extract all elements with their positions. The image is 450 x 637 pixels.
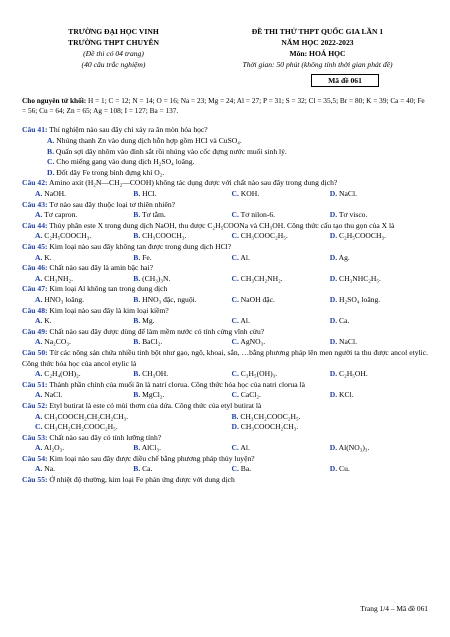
answer-option-a [35, 295, 133, 306]
school-block [26, 26, 201, 87]
option-letter: C. [231, 231, 239, 241]
answer-option-c [232, 443, 330, 454]
option-letter: B. [133, 337, 141, 347]
answer-options [22, 316, 428, 327]
answer-option-c [47, 157, 428, 168]
answer-option-d [330, 316, 428, 327]
answer-option-c [232, 253, 330, 264]
answer-options [22, 464, 428, 475]
option-letter: C. [231, 294, 239, 304]
question-text: Kim loại nào sau đây là kim loại kiềm? [47, 305, 169, 315]
answer-option-c [232, 390, 330, 401]
question-text: Thủy phân este X trong dung dịch NaOH, thu được C₂H₅COONa và CH₃OH. Công thức cấu tạo thu gọn của X là [47, 220, 395, 230]
answer-option-a [35, 443, 133, 454]
answer-row [22, 412, 428, 423]
question-text: Chất nào sau đây được dùng để làm mềm nước có tính cứng vĩnh cửu? [47, 326, 265, 336]
answer-option-a [35, 464, 133, 475]
option-text: Al. [238, 252, 250, 262]
option-text: Na. [42, 464, 56, 474]
option-letter: D. [47, 167, 55, 177]
answer-option-a [35, 369, 133, 380]
question-6 [22, 263, 428, 274]
option-letter: B. [133, 273, 141, 283]
option-text: Al. [238, 443, 250, 453]
answer-option-b [133, 274, 231, 285]
question-count-note: (40 câu trắc nghiệm) [81, 60, 146, 69]
option-letter: B. [133, 369, 141, 379]
answer-option-a [35, 189, 133, 200]
question-13 [22, 433, 428, 444]
option-text: C₃H₅(OH)₃. [238, 369, 278, 379]
option-text: NaOH. [42, 189, 67, 199]
question-list [22, 125, 428, 485]
option-text: Fe. [140, 252, 152, 262]
question-15 [22, 475, 428, 486]
option-text: Tơ visco. [337, 210, 368, 220]
question-number: Câu 46: [22, 263, 48, 273]
answer-row [22, 422, 428, 433]
answer-option-c [232, 274, 330, 285]
answer-option-c [232, 464, 330, 475]
answer-option-c [232, 231, 330, 242]
question-9 [22, 327, 428, 338]
answer-option-b [47, 147, 428, 158]
page-count-note: (Đề thi có 04 trang) [83, 49, 144, 58]
answer-option-b [133, 295, 231, 306]
option-text: CH₃COOCH₃. [140, 231, 187, 241]
question-text: Kim loại nào sau đây không tan được trong dung dịch HCl? [47, 242, 232, 252]
answer-option-b [133, 390, 231, 401]
option-text: CH₃COOC₂H₅. [238, 231, 288, 241]
answer-option-b [133, 231, 231, 242]
answer-option-a [35, 253, 133, 264]
answer-option-b [232, 412, 429, 423]
answer-option-d [330, 464, 428, 475]
question-text: Chất nào sau đây có tính lưỡng tính? [47, 432, 162, 442]
option-letter: D. [329, 189, 338, 199]
question-text: Thành phần chính của muối ăn là natri clorua. Công thức hóa học của natri clorua là [47, 379, 305, 389]
option-text: NaCl. [42, 390, 63, 400]
option-letter: B. [133, 294, 141, 304]
option-letter: B. [133, 464, 141, 474]
question-number: Câu 49: [22, 326, 48, 336]
answer-option-d [232, 422, 429, 433]
option-letter: C. [47, 157, 55, 167]
answer-option-c [232, 189, 330, 200]
option-text: AgNO₃. [238, 337, 266, 347]
option-letter: A. [35, 464, 43, 474]
option-text: CH₃CH₂COOC₂H₅. [238, 411, 301, 421]
question-number: Câu 47: [22, 284, 48, 294]
question-3 [22, 200, 428, 211]
option-text: Al. [238, 316, 250, 326]
question-2 [22, 178, 428, 189]
answer-option-b [133, 253, 231, 264]
answer-options [22, 443, 428, 454]
option-text: CH₃COOCH₂CH₂CH₂CH₃. [42, 411, 129, 421]
option-letter: D. [231, 422, 239, 432]
answer-option-c [232, 316, 330, 327]
page-footer: Trang 1/4 – Mã đề 061 [360, 604, 428, 613]
option-letter: D. [329, 443, 338, 453]
option-letter: A. [35, 369, 43, 379]
option-letter: D. [329, 273, 338, 283]
option-letter: C. [231, 390, 239, 400]
option-letter: D. [329, 464, 338, 474]
answer-option-d [330, 189, 428, 200]
question-number: Câu 41: [22, 125, 48, 135]
question-12 [22, 401, 428, 412]
question-11 [22, 380, 428, 391]
question-number: Câu 54: [22, 453, 48, 463]
option-letter: B. [231, 411, 239, 421]
option-text: (CH₃)₃N. [140, 273, 171, 283]
answer-option-d [330, 443, 428, 454]
option-letter: A. [35, 231, 43, 241]
option-text: KOH. [238, 189, 260, 199]
answer-option-c [232, 210, 330, 221]
option-text: NaOH đặc. [238, 294, 275, 304]
option-text: H₂SO₄ loãng. [337, 294, 381, 304]
option-letter: C. [231, 273, 239, 283]
answer-option-d [330, 274, 428, 285]
answer-option-b [133, 464, 231, 475]
answer-option-c [35, 422, 232, 433]
option-letter: D. [329, 231, 338, 241]
answer-option-c [232, 295, 330, 306]
question-number: Câu 43: [22, 199, 48, 209]
option-text: CH₃CH₂NH₂. [238, 273, 283, 283]
option-letter: D. [329, 294, 338, 304]
option-text: CH₃CH₂CH₂COOC₂H₅. [42, 422, 118, 432]
question-text: Chất nào sau đây là amin bậc hai? [47, 263, 153, 273]
answer-options [22, 210, 428, 221]
answer-option-d [330, 369, 428, 380]
time-limit: Thời gian: 50 phút (không tính thời gian phát đề) [242, 60, 393, 69]
question-number: Câu 52: [22, 400, 48, 410]
option-text: BaCl₂. [140, 337, 163, 347]
option-letter: C. [35, 422, 43, 432]
answer-option-b [133, 443, 231, 454]
answer-option-a [35, 337, 133, 348]
answer-option-a [35, 412, 232, 423]
option-letter: C. [231, 369, 239, 379]
answer-options [22, 390, 428, 401]
question-8 [22, 306, 428, 317]
question-number: Câu 44: [22, 220, 48, 230]
option-text: C₂H₅OH. [337, 369, 368, 379]
option-letter: D. [329, 210, 338, 220]
answer-options [22, 253, 428, 264]
option-letter: D. [329, 390, 338, 400]
option-text: Ca. [140, 464, 153, 474]
atomic-masses-text: H = 1; C = 12; N = 14; O = 16; Na = 23; Mg = 24; Al = 27; P = 31; S = 32; Cl = 35,5; Br = 80; K = 39; Ca = 40; Fe = 56; Cu = 64; Zn = 65; Ag = 108; I = 127; Ba = 137. [22, 96, 425, 116]
answer-options [22, 369, 428, 380]
answer-option-a [35, 231, 133, 242]
option-letter: B. [133, 316, 141, 326]
option-letter: A. [35, 316, 43, 326]
answer-option-d [330, 295, 428, 306]
exam-code-box: Mã đề 061 [311, 74, 379, 87]
option-letter: C. [231, 316, 239, 326]
question-number: Câu 42: [22, 178, 48, 188]
option-letter: B. [133, 210, 141, 220]
option-letter: A. [35, 337, 43, 347]
answer-option-d [47, 168, 428, 179]
answer-option-c [232, 337, 330, 348]
option-letter: A. [47, 136, 55, 146]
option-text: HCl. [140, 189, 157, 199]
question-7 [22, 284, 428, 295]
atomic-masses [22, 96, 428, 116]
answer-options [22, 412, 428, 433]
option-text: Tơ capron. [42, 210, 78, 220]
option-letter: C. [231, 464, 239, 474]
subject: Môn: HOÁ HỌC [289, 49, 346, 58]
option-text: CH₃NH₂. [42, 273, 73, 283]
exam-info-block [215, 26, 420, 87]
option-text: Cu. [337, 464, 350, 474]
option-text: Mg. [140, 316, 155, 326]
answer-options [22, 189, 428, 200]
question-number: Câu 51: [22, 379, 48, 389]
answer-options [22, 295, 428, 306]
answer-option-a [35, 390, 133, 401]
option-text: HNO₃ loãng. [42, 294, 85, 304]
answer-options [22, 337, 428, 348]
atomic-masses-label: Cho nguyên tử khối: [22, 96, 87, 106]
university-name: TRƯỜNG ĐẠI HỌC VINH [68, 27, 159, 36]
option-letter: B. [133, 189, 141, 199]
option-text: NaCl. [337, 189, 357, 199]
question-4 [22, 221, 428, 232]
answer-option-a [47, 136, 428, 147]
option-text: Đốt dây Fe trong bình đựng khí O₂. [54, 167, 165, 177]
option-letter: B. [133, 390, 141, 400]
option-letter: B. [133, 252, 141, 262]
option-letter: A. [35, 390, 43, 400]
option-letter: D. [329, 337, 338, 347]
question-text: Etyl butirat là este có mùi thơm của dứa. Công thức của etyl butirat là [47, 400, 262, 410]
option-text: C₂H₄(OH)₂. [42, 369, 81, 379]
option-text: Cho miếng gang vào dung dịch H₂SO₄ loãng. [54, 157, 195, 167]
question-10 [22, 348, 428, 369]
option-letter: A. [35, 210, 43, 220]
option-text: CH₃NHC₂H₅. [337, 273, 381, 283]
question-number: Câu 50: [22, 347, 48, 357]
option-text: Al₂O₃. [42, 443, 65, 453]
option-letter: D. [329, 252, 338, 262]
answer-option-d [330, 390, 428, 401]
question-number: Câu 48: [22, 305, 48, 315]
question-number: Câu 55: [22, 475, 48, 485]
option-text: Na₂CO₃. [42, 337, 71, 347]
option-text: NaCl. [337, 337, 357, 347]
question-text: Amino axit (H₂N—CH₂—COOH) không tác dụng được với chất nào sau đây trong dung dịch? [47, 178, 338, 188]
option-letter: D. [329, 316, 338, 326]
answer-options [22, 231, 428, 242]
option-letter: A. [35, 273, 43, 283]
option-letter: A. [35, 294, 43, 304]
option-letter: B. [133, 443, 141, 453]
option-letter: D. [329, 369, 338, 379]
option-text: Quấn sợi dây nhôm vào đinh sắt rồi nhúng vào cốc đựng nước muối sinh lý. [53, 146, 287, 156]
answer-option-a [35, 316, 133, 327]
option-text: C₂H₅COOCH₃. [337, 231, 387, 241]
answer-option-d [330, 253, 428, 264]
exam-header [22, 26, 428, 87]
answer-option-a [35, 210, 133, 221]
answer-option-a [35, 274, 133, 285]
answer-option-d [330, 210, 428, 221]
school-name: TRƯỜNG THPT CHUYÊN [68, 38, 159, 47]
answer-option-d [330, 337, 428, 348]
option-letter: A. [35, 443, 43, 453]
option-text: Ca. [337, 316, 350, 326]
option-text: Ag. [337, 252, 350, 262]
option-letter: C. [231, 337, 239, 347]
option-text: K. [42, 252, 52, 262]
question-text: Thí nghiệm nào sau đây chỉ xảy ra ăn mòn hóa học? [47, 125, 208, 135]
school-year: NĂM HỌC 2022-2023 [281, 38, 354, 47]
option-letter: A. [35, 252, 43, 262]
answer-option-c [232, 369, 330, 380]
question-text: Kim loại Al không tan trong dung dịch [47, 284, 168, 294]
option-text: K. [42, 316, 52, 326]
option-text: Al(NO₃)₃. [337, 443, 370, 453]
option-letter: C. [231, 252, 239, 262]
option-text: AlCl₃. [140, 443, 162, 453]
answer-option-b [133, 337, 231, 348]
answer-option-d [330, 231, 428, 242]
option-letter: C. [231, 443, 239, 453]
option-text: Tơ nilon-6. [238, 210, 276, 220]
question-text: Kim loại nào sau đây được điều chế bằng phương pháp thủy luyện? [47, 453, 255, 463]
option-text: CaCl₂. [238, 390, 261, 400]
option-letter: C. [231, 189, 239, 199]
answer-options [22, 136, 428, 178]
option-letter: B. [47, 146, 54, 156]
option-letter: A. [35, 411, 43, 421]
option-text: C₂H₅COOCH₃. [42, 231, 92, 241]
option-text: Nhúng thanh Zn vào dung dịch hỗn hợp gồm HCl và CuSO₄. [54, 136, 242, 146]
question-text: Ở nhiệt độ thường, kim loại Fe phản ứng được với dung dịch [47, 475, 235, 485]
option-text: Ba. [238, 464, 252, 474]
option-letter: C. [231, 210, 239, 220]
answer-option-b [133, 369, 231, 380]
question-text: Từ các nông sản chứa nhiều tinh bột như gạo, ngô, khoai, sắn, …bằng phương pháp lên men người ta thu được ancol etylic. Công thức hóa học của ancol etylic là [22, 347, 428, 368]
question-1 [22, 125, 428, 136]
question-14 [22, 454, 428, 465]
question-number: Câu 45: [22, 242, 48, 252]
answer-option-b [133, 316, 231, 327]
option-letter: B. [133, 231, 141, 241]
option-text: CH₃OH. [140, 369, 169, 379]
option-text: MgCl₂. [140, 390, 165, 400]
answer-option-b [133, 189, 231, 200]
question-text: Tơ nào sau đây thuộc loại tơ thiên nhiên? [47, 199, 175, 209]
answer-options [22, 274, 428, 285]
option-text: HNO₃ đặc, nguội. [140, 294, 197, 304]
option-text: KCl. [337, 390, 354, 400]
question-5 [22, 242, 428, 253]
question-number: Câu 53: [22, 432, 48, 442]
answer-option-b [133, 210, 231, 221]
option-text: Tơ tằm. [140, 210, 166, 220]
option-letter: A. [35, 189, 43, 199]
option-text: CH₃COOCH₂CH₃. [238, 422, 299, 432]
exam-title: ĐỀ THI THỬ THPT QUỐC GIA LẦN 1 [251, 27, 384, 36]
